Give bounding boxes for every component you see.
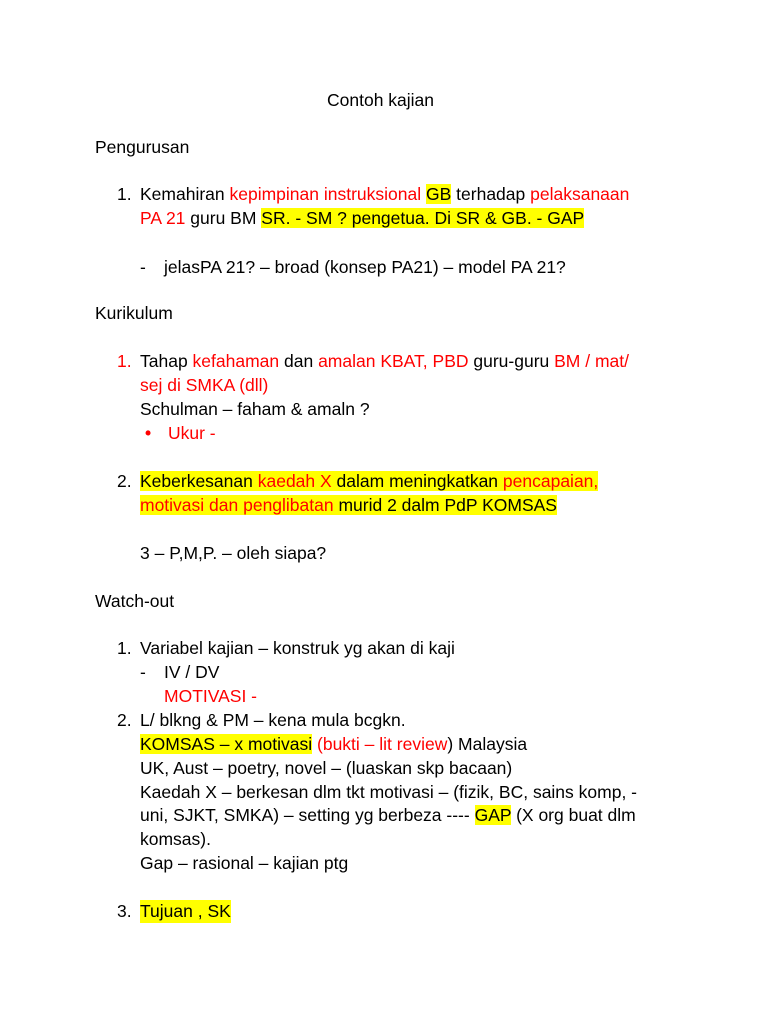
bullet-icon: • (145, 423, 152, 443)
highlight-red-text: kaedah X (257, 471, 332, 491)
list-number: 3. (117, 901, 132, 921)
list-number: 1. (117, 638, 132, 658)
text-span: dan (279, 351, 319, 371)
highlight-red-text: kefahaman (192, 351, 280, 371)
list-number: 1. (117, 184, 132, 204)
page-title: Contoh kajian (327, 90, 435, 110)
list-item-text: sej di SMKA (dll) (140, 375, 269, 395)
highlight-yellow-text: Tujuan , SK (140, 901, 231, 921)
text-span: Kemahiran (140, 184, 230, 204)
highlight-red-text: pelaksanaan (530, 184, 630, 204)
highlight-yellow-text: murid 2 dalm PdP KOMSAS (333, 495, 557, 515)
list-item-text: MOTIVASI - (164, 686, 258, 706)
text-span: uni, SJKT, SMKA) – setting yg berbeza ---- (140, 805, 475, 825)
text-span: ) Malaysia (447, 734, 528, 754)
list-number: 2. (117, 471, 132, 491)
text-span: (X org buat dlm (511, 805, 636, 825)
list-item-text: Ukur - (168, 423, 216, 443)
section-heading-watchout: Watch-out (95, 591, 175, 611)
list-item-text (140, 494, 557, 517)
highlight-red-text: (bukti – lit review (317, 734, 448, 754)
list-item-text: UK, Aust – poetry, novel – (luaskan skp bacaan) (140, 758, 513, 778)
highlight-yellow-text: KOMSAS – x motivasi (140, 734, 313, 754)
dash-marker: - (140, 257, 146, 277)
highlight-red-text: amalan KBAT, PBD (318, 351, 469, 371)
dash-marker: - (140, 662, 146, 682)
list-item-text: jelasPA 21? – broad (konsep PA21) – model PA 21? (164, 257, 566, 277)
list-item-text: Variabel kajian – konstruk yg akan di kaji (140, 638, 455, 658)
list-item-text: Schulman – faham & amaln ? (140, 399, 370, 419)
highlight-yellow-text: Keberkesanan (140, 471, 258, 491)
list-item-text: L/ blkng & PM – kena mula bcgkn. (140, 710, 406, 730)
text-span: guru-guru (468, 351, 555, 371)
list-number: 1. (117, 351, 132, 371)
list-item-text (140, 207, 584, 230)
list-item-text: 3 – P,M,P. – oleh siapa? (140, 543, 327, 563)
list-item-text (140, 350, 629, 373)
highlight-red-text: kepimpinan instruksional (229, 184, 422, 204)
list-item-text: IV / DV (164, 662, 220, 682)
list-number: 2. (117, 710, 132, 730)
section-heading-pengurusan: Pengurusan (95, 137, 190, 157)
highlight-red-text: PA 21 (140, 208, 186, 228)
text-span: terhadap (451, 184, 531, 204)
list-item-text (140, 804, 636, 827)
section-heading-kurikulum: Kurikulum (95, 303, 173, 323)
list-item-text (140, 470, 598, 493)
list-item-text (140, 733, 527, 756)
highlight-yellow-text: GB (426, 184, 452, 204)
highlight-red-text: BM / mat/ (554, 351, 629, 371)
highlight-red-text: motivasi dan penglibatan (140, 495, 334, 515)
highlight-yellow-text: GAP (474, 805, 512, 825)
text-span: guru BM (185, 208, 262, 228)
list-item-text: komsas). (140, 829, 211, 849)
list-item-text: Kaedah X – berkesan dlm tkt motivasi – (fizik, BC, sains komp, - (140, 782, 637, 802)
list-item-text: Gap – rasional – kajian ptg (140, 853, 349, 873)
text-span: Tahap (140, 351, 193, 371)
highlight-red-text: pencapaian, (502, 471, 599, 491)
list-item-text (140, 183, 629, 206)
highlight-yellow-text: dalam meningkatkan (331, 471, 503, 491)
highlight-yellow-text: SR. - SM ? pengetua. Di SR & GB. - GAP (261, 208, 585, 228)
